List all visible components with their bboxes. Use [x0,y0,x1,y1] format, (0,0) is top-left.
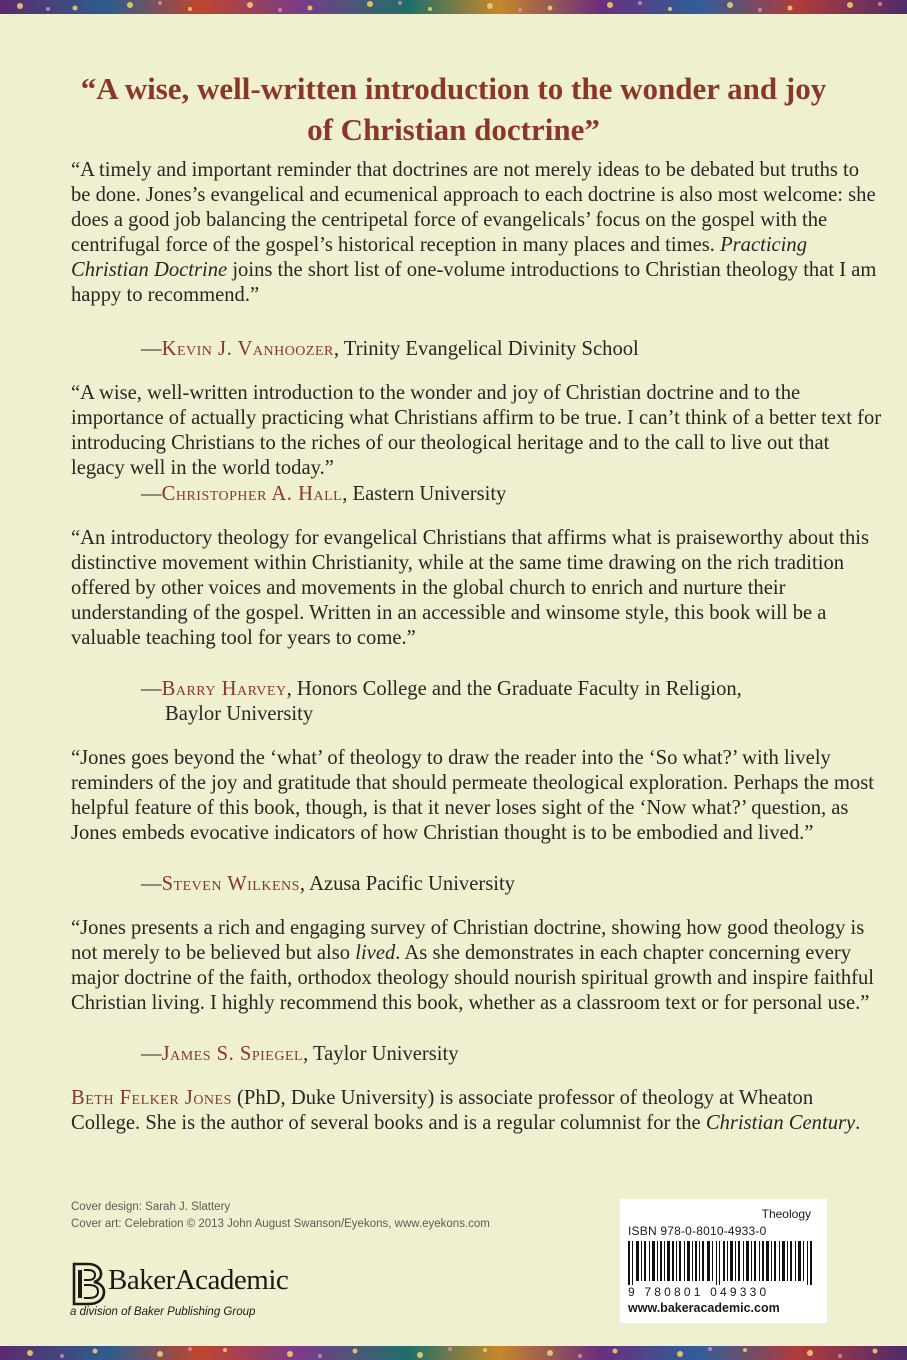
dash: — [141,678,162,700]
author-name: Beth Felker Jones [71,1087,232,1109]
endorsement-2-quote: “A wise, well-written introduction to the wonder and joy of Christian doctrine and to the importance of actually practicing what Christians affirm to be true. I can’t think of a better text for introducing Christians to the riches of our theological heritage and to the call to live out that legacy well in the world today.” [71,382,882,479]
dash: — [141,873,162,895]
bio-text: (PhD, Duke University) is associate professor of theology at Wheaton College. She is the author of several books and is a regular columnist for the [71,1087,814,1134]
publisher-name: BakerAcademic [108,1264,289,1296]
endorser-affiliation: , Honors College and the Graduate Faculty in Religion, [286,678,742,700]
barcode-panel [620,1199,827,1323]
cover-art-credit: Cover art: Celebration © 2013 John August Swanson/Eyekons, www.eyekons.com [71,1218,490,1230]
emphasis: lived [355,942,396,964]
quote-text: “A timely and important reminder that doctrines are not merely ideas to be debated but truths to be done. Jones’s evangelical and ecumenical approach to each doctrine is also most welcome: she does a good job balancing the centripetal force of evangelicals’ focus on the gospel with the centrifugal force of the gospel’s historical reception in many places and times. [71,159,876,256]
endorser-affiliation: , Eastern University [342,483,507,505]
publication-title: Christian Century [705,1112,856,1134]
dash: — [141,1043,162,1065]
decorative-border-top [0,0,907,14]
publisher-url: www.bakeracademic.com [628,1301,780,1315]
endorser-name: James S. Spiegel [161,1043,304,1065]
endorser-affiliation-cont: Baylor University [165,703,314,725]
quote-text: . As she demonstrates in each chapter concerning every major doctrine of the faith, orthodox theology should nourish spiritual growth and inspire faithful Christian living. I highly recommend this book, whether as a classroom text or for personal use.” [71,942,875,1014]
endorsement-1-attribution [141,337,871,362]
publisher-logo [70,1262,370,1322]
endorsement-4-attribution [141,872,871,897]
endorsement-3-attribution [141,677,871,727]
endorser-name: Christopher A. Hall [161,483,343,505]
endorsement-2-attribution [141,482,871,507]
endorsement-1-quote [71,158,883,308]
endorser-affiliation: , Trinity Evangelical Divinity School [333,338,639,360]
quote-text: joins the short list of one-volume introductions to Christian theology that I am happy to recommend.” [71,259,877,306]
endorser-name: Barry Harvey [161,678,287,700]
endorsement-5-attribution [141,1042,871,1067]
dash: — [141,338,162,360]
cover-design-credit: Cover design: Sarah J. Slattery [71,1201,231,1213]
category-label: Theology [761,1207,811,1221]
barcode-digits: 9 780801 049330 [628,1285,770,1299]
endorser-affiliation: , Azusa Pacific University [299,873,515,895]
barcode-graphic [626,1241,822,1285]
author-bio [71,1086,883,1136]
decorative-border-bottom [0,1346,907,1360]
bio-text: . [855,1112,861,1134]
quote-text: “Jones presents a rich and engaging survey of Christian doctrine, showing how good theology is not merely to be believed but also [71,917,865,964]
endorser-name: Steven Wilkens [161,873,300,895]
headline-line-1: “A wise, well-written introduction to the wonder and joy [80,71,827,106]
endorsement-4-quote: “Jones goes beyond the ‘what’ of theology to draw the reader into the ‘So what?’ with lively reminders of the joy and gratitude that should permeate theological exploration. Perhaps the most helpful feature of this book, though, is that it never loses sight of the ‘Now what?’ question, as Jones embeds evocative indicators of how Christian thought is to be embodied and lived.” [71,747,874,844]
pattern-bottom [0,1346,907,1360]
endorsement-5-quote [71,916,883,1016]
dash: — [141,483,162,505]
book-title: Practicing Christian Doctrine [71,234,807,281]
pattern-top [0,0,907,14]
isbn-label: ISBN 978-0-8010-4933-0 [628,1224,767,1238]
publisher-division: a division of Baker Publishing Group [70,1306,256,1318]
baker-b-icon [70,1262,108,1306]
headline-line-2: of Christian doctrine” [307,112,600,147]
endorsement-3-quote: “An introductory theology for evangelical Christians that affirms what is praiseworthy about this distinctive movement within Christianity, while at the same time drawing on the rich tradition offered by other voices and movements in the global church to enrich and nurture their understanding of the gospel. Written in an accessible and winsome style, this book will be a valuable teaching tool for years to come.” [71,527,870,649]
cover-credits [71,1199,490,1233]
endorser-affiliation: , Taylor University [303,1043,459,1065]
headline [60,68,847,150]
endorser-name: Kevin J. Vanhoozer [161,338,334,360]
